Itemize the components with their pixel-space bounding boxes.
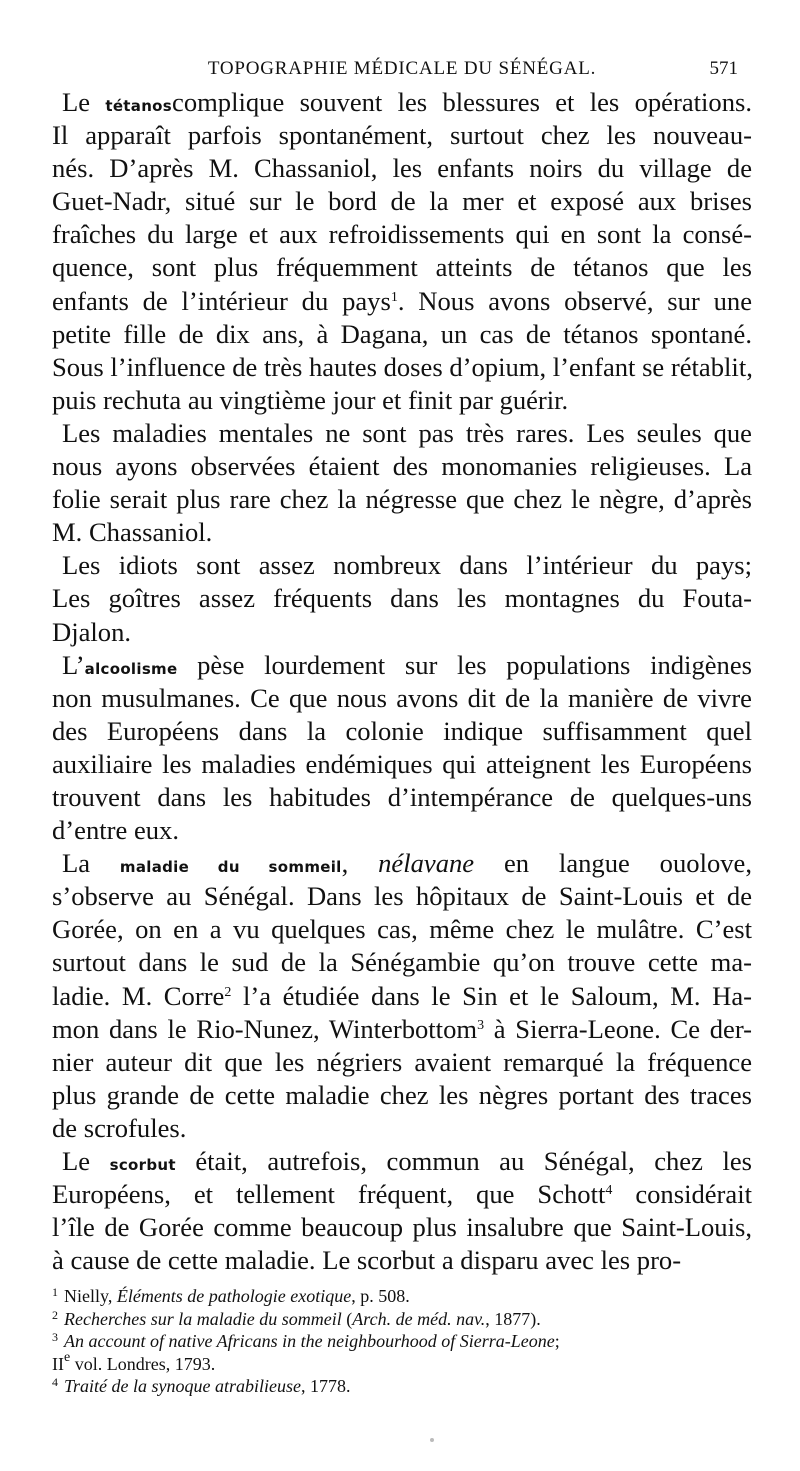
text-run: enfants de l’intérieur du pays [52, 285, 391, 316]
text-line [52, 516, 752, 549]
footnote-line: 1 Nielly, Éléments de pathologie exotique, p. 508. [52, 1285, 410, 1307]
page-speck [430, 1438, 434, 1442]
text-run: puis rechuta au vingtième jour et finit par guérir. [52, 384, 569, 415]
text-line [52, 781, 752, 814]
text-line [52, 1178, 752, 1211]
text-run: Il apparaît parfois spontanément, surtout chez les nouveau- [52, 120, 752, 151]
text-run: quence, sont plus fréquemment atteints de tétanos que les [52, 252, 752, 283]
footnote-ref: 2 [224, 984, 232, 1000]
text-line [52, 814, 752, 847]
text-run: mon dans le Rio-Nunez, Winterbottom [52, 1013, 478, 1044]
text-run: fraîches du large et aux refroidissements qui en sont la consé- [52, 219, 752, 250]
text-line [52, 351, 752, 384]
text-run: nés. D’après M. Chassaniol, les enfants noirs du village de [52, 153, 752, 184]
text-line [52, 119, 752, 152]
text-run: trouvent dans les habitudes d’intempérance de quelques-uns [52, 781, 752, 812]
paragraph [52, 1145, 752, 1277]
body-text [52, 86, 752, 1277]
text-line [52, 1211, 752, 1244]
running-title: TOPOGRAPHIE MÉDICALE DU SÉNÉGAL. [207, 58, 597, 79]
keyword-term: scorbut [109, 1156, 176, 1174]
footnote-ref: 4 [605, 1183, 613, 1199]
text-run: nous ayons observées étaient des monomanies religieuses. La [52, 451, 752, 482]
document-page [52, 50, 752, 1397]
text-run: ; [554, 1331, 560, 1352]
text-line [52, 682, 752, 715]
italic-term: Recherches sur la maladie du sommeil [64, 1308, 342, 1329]
text-run: ( [341, 1308, 353, 1329]
text-run: , 1778. [300, 1375, 351, 1396]
text-line [52, 318, 752, 351]
text-run: Les goîtres assez fréquents dans les montagnes du Fouta- [52, 583, 752, 614]
text-run: , p. 508. [351, 1286, 410, 1307]
text-line [52, 582, 752, 615]
italic-term: An account of native Africans in the neighbourhood of Sierra-Leone [64, 1331, 555, 1352]
text-run: M. Chassaniol. [52, 517, 213, 548]
text-run: nier auteur dit que les négriers avaient remarqué la fréquence [52, 1046, 752, 1077]
text-run: , [341, 848, 379, 879]
text-run: complique souvent les blessures et les opérations. [172, 87, 752, 117]
text-run: en langue ouolove, [474, 848, 753, 879]
text-line [52, 913, 752, 946]
text-line [52, 152, 752, 185]
footnote-ref: e [64, 1349, 71, 1365]
text-line [52, 1145, 752, 1178]
footnotes [52, 1285, 752, 1397]
text-run: La [62, 848, 120, 879]
text-run: petite fille de dix ans, à Dagana, un cas de tétanos spontané. [52, 318, 752, 349]
text-run: Djalon. [52, 616, 132, 647]
text-run: L’ [62, 649, 85, 680]
italic-term: Traité de la synoque atrabilieuse [64, 1375, 301, 1396]
text-run: Guet-Nadr, situé sur le bord de la mer et exposé aux brises [52, 186, 752, 217]
paragraph [52, 417, 752, 549]
text-run: II [52, 1353, 64, 1374]
text-line [52, 285, 752, 318]
text-line [52, 1079, 752, 1112]
text-line [52, 1046, 752, 1079]
text-line [52, 384, 752, 417]
text-line [52, 880, 752, 913]
italic-term: Arch. de méd. nav. [352, 1308, 486, 1329]
text-run: Le [62, 1146, 110, 1176]
text-line [52, 86, 752, 119]
footnote-line [52, 1349, 752, 1375]
footnote-ref: 3 [477, 1017, 485, 1033]
footnote [52, 1375, 752, 1397]
text-line [52, 417, 752, 450]
text-line [52, 715, 752, 748]
text-run: Les maladies mentales ne sont pas très rares. Les seules que [62, 417, 752, 448]
text-run: l’a étudiée dans le Sin et le Saloum, M. Ha- [231, 980, 752, 1011]
text-run: à cause de cette maladie. Le scorbut a disparu avec les pro- [52, 1245, 682, 1276]
text-run: pèse lourdement sur les populations indigènes [177, 649, 752, 680]
text-line [52, 1013, 752, 1046]
text-run: Les idiots sont assez nombreux dans l’intérieur du pays; [62, 550, 752, 581]
text-run: s’observe au Sénégal. Dans les hôpitaux de Saint-Louis et de [52, 881, 752, 912]
italic-term: nélavane [378, 848, 475, 879]
text-run: l’île de Gorée comme beaucoup plus insalubre que Saint-Louis, [52, 1212, 752, 1243]
text-run: ladie. M. Corre [52, 980, 225, 1011]
keyword-term: maladie du sommeil [119, 858, 342, 877]
text-run: surtout dans le sud de la Sénégambie qu’on trouve cette ma- [52, 947, 752, 978]
text-run: considérait [612, 1179, 752, 1210]
text-line [52, 1244, 752, 1277]
text-run: d’entre eux. [52, 815, 179, 846]
text-run: était, autrefois, commun au Sénégal, chez les [175, 1146, 752, 1176]
italic-term: Éléments de pathologie exotique [116, 1286, 352, 1307]
text-run: de scrofules. [52, 1112, 187, 1143]
footnote-line: 4 Traité de la synoque atrabilieuse, 1778. [52, 1374, 351, 1396]
footnote-line: 3 An account of native Africans in the neighbourhood of Sierra-Leone; [52, 1330, 560, 1352]
footnote-line: 2 Recherches sur la maladie du sommeil (Arch. de méd. nav., 1877). [52, 1307, 541, 1329]
text-line [52, 980, 752, 1013]
footnote-ref: 1 [390, 289, 398, 305]
text-run: auxiliaire les maladies endémiques qui atteignent les Européens [52, 748, 752, 779]
page-header [52, 50, 752, 86]
paragraph [52, 649, 752, 848]
keyword-term: alcoolisme [84, 659, 178, 678]
footnote [52, 1308, 752, 1330]
paragraph [52, 86, 752, 417]
text-run: des Européens dans la colonie indique suffisamment quel [52, 715, 752, 746]
text-run: Le [62, 87, 106, 117]
text-run: folie serait plus rare chez la négresse que chez le nègre, d’après [52, 484, 752, 515]
text-line [52, 1112, 752, 1145]
text-run: Gorée, on en a vu quelques cas, même chez le mulâtre. C’est [52, 914, 752, 945]
text-run: Sous l’influence de très hautes doses d’opium, l’enfant se rétablit, [52, 351, 753, 382]
text-line [52, 946, 752, 979]
footnote [52, 1330, 752, 1375]
paragraph [52, 549, 752, 648]
text-run: , 1877). [485, 1308, 541, 1329]
text-line [52, 450, 752, 483]
page-number: 571 [709, 58, 738, 79]
text-run: plus grande de cette maladie chez les nègres portant des traces [52, 1079, 752, 1110]
paragraph [52, 847, 752, 1145]
text-run: vol. Londres, 1793. [70, 1353, 216, 1374]
text-line [52, 748, 752, 781]
text-line [52, 483, 752, 516]
text-line [52, 218, 752, 251]
text-run: Européens, et tellement fréquent, que Schott [52, 1179, 606, 1210]
text-line [52, 616, 752, 649]
text-run: non musulmanes. Ce que nous avons dit de la manière de vivre [52, 682, 752, 713]
text-line [52, 251, 752, 284]
text-run: à Sierra-Leone. Ce der- [484, 1013, 752, 1044]
text-line [52, 649, 752, 682]
text-line [52, 847, 752, 880]
footnote [52, 1285, 752, 1307]
text-line [52, 185, 752, 218]
text-run: . Nous avons observé, sur une [397, 285, 752, 316]
keyword-term: tétanos [105, 97, 173, 115]
text-line [52, 549, 752, 582]
text-run: Nielly, [64, 1286, 117, 1307]
